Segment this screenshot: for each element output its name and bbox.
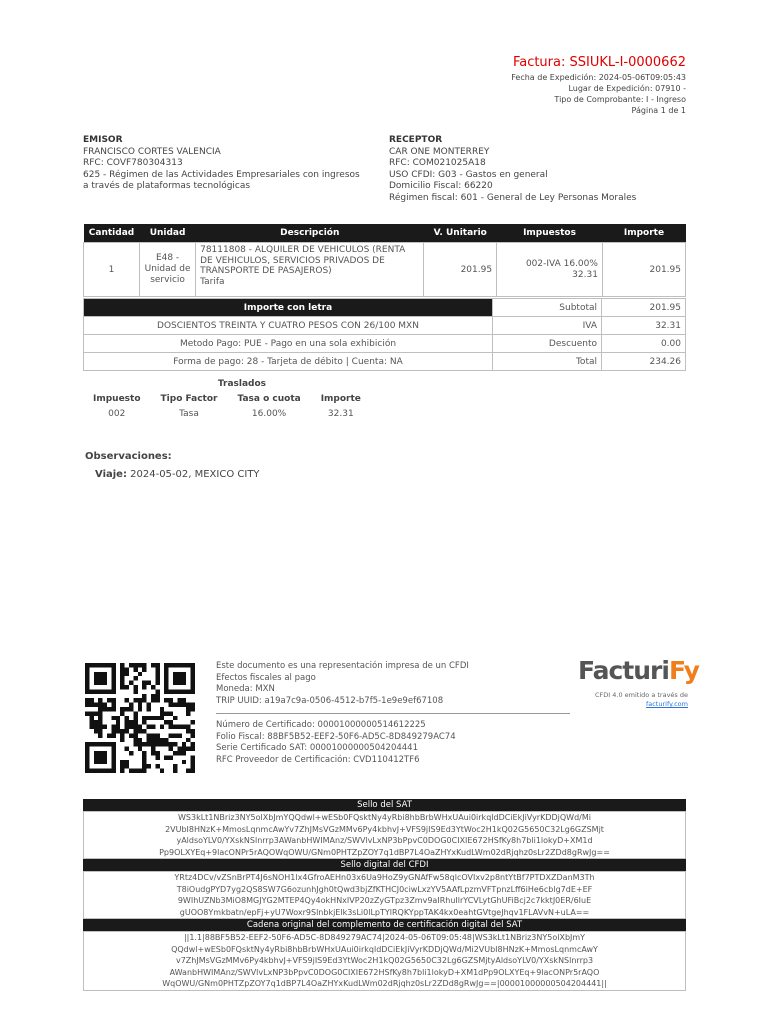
- brand-part-a: Facturi: [578, 656, 669, 685]
- original-chain-line: QQdwl+wESb0FQsktNy4yRbi8hbBrbWHxUAui0irkqldDCiEkJiVyrKDDjQWd/Mi2VUbI8HNzK+MmosLqnmcAwY: [171, 944, 598, 954]
- totals-row-iva: [84, 317, 686, 335]
- description-text: 78111808 - ALQUILER DE VEHICULOS (RENTA DE VEHICULOS, SERVICIOS PRIVADOS DE TRANSPORTE DE PASAJEROS): [200, 245, 406, 276]
- table-row: [83, 407, 371, 421]
- issuer-name: FRANCISCO CORTES VALENCIA: [83, 146, 221, 157]
- iva-value: 32.31: [602, 317, 686, 335]
- issue-date: Fecha de Expedición: 2024-05-06T09:05:43: [511, 73, 686, 82]
- facturify-link[interactable]: facturify.com: [645, 700, 688, 708]
- totals-row-subtotal: [84, 299, 686, 317]
- receiver-rfc: RFC: COM021025A18: [389, 158, 486, 168]
- cell-unitario: 201.95: [424, 243, 497, 297]
- cfdi-line-4: TRIP UUID: a19a7c9a-0506-4512-b7f5-1e9e9ef67108: [216, 695, 444, 706]
- cfdi-seal-title: Sello digital del CFDI: [83, 859, 686, 871]
- fiscal-folio: Folio Fiscal: 88BF5B52-EEF2-50F6-AD5C-8D849279AC74: [216, 731, 456, 742]
- cfdi-line-2: Efectos fiscales al pago: [216, 672, 316, 683]
- cfdi-seal-body: [83, 871, 686, 919]
- col-importe: Importe: [602, 224, 685, 243]
- issuer-regime: 625 - Régimen de las Actividades Empresariales con ingresos a través de plataformas tecnológicas: [83, 169, 360, 191]
- col-cantidad: Cantidad: [84, 224, 140, 243]
- payment-method: Metodo Pago: PUE - Pago en una sola exhibición: [84, 335, 493, 353]
- subtotal-value: 201.95: [602, 299, 686, 317]
- col-unidad: Unidad: [140, 224, 196, 243]
- original-chain-line: AWanbHWIMAnz/SWVlvLxNP3bPpvC0DOG0CIXIE672HSfKy8h7bli1lokyD+XM1dPp9OLXYEq+9lacONPr5rAQO: [169, 967, 600, 977]
- cfdi-line-3: Moneda: MXN: [216, 684, 275, 694]
- items-table: [83, 224, 686, 297]
- total-label: Total: [493, 353, 602, 371]
- receiver-block: [389, 135, 689, 204]
- tax-line-1: 002-IVA 16.00%: [525, 258, 598, 269]
- sat-seal-line: WS3kLt1NBriz3NY5olXbJmYQQdwl+wESb0FQsktNy4yRbi8hbBrbWHxUAui0irkqldDCiEkJiVyrKDDjQWd/Mi: [178, 813, 591, 822]
- receiver-heading: RECEPTOR: [389, 135, 443, 145]
- col-impuesto: Impuesto: [93, 394, 141, 404]
- sat-seal-body: [83, 811, 686, 859]
- observations-title: Observaciones:: [85, 451, 172, 462]
- sat-seal-title: Sello del SAT: [83, 799, 686, 811]
- cfdi-seal-line: YRtz4DCv/vZSnBrPT4J6sNOH1lx4GfroAEHn03x6Ua9HoZ9yGNAfFw58qlcOVIxv2p8ntYtBf7PTDXZDanM3Th: [174, 873, 595, 882]
- cell-importe: 201.95: [602, 243, 685, 297]
- seals-section: [83, 799, 686, 991]
- voucher-type: Tipo de Comprobante: I - Ingreso: [554, 95, 686, 104]
- sat-seal-line: yAldsoYLV0/YXskNSlnrrp3AWanbHWIMAnz/SWVlvLxNP3bPpvC0DOG0CIXIE672HSfKy8h7bli1lokyD+XM1d: [176, 836, 593, 845]
- items-header-row: [84, 224, 686, 243]
- receiver-regime: Régimen fiscal: 601 - General de Ley Personas Morales: [389, 192, 637, 203]
- amount-in-words: DOSCIENTOS TREINTA Y CUATRO PESOS CON 26/100 MXN: [84, 317, 493, 335]
- invoice-header: [286, 55, 686, 116]
- discount-label: Descuento: [493, 335, 602, 353]
- cfdi-seal-line: gUOO8Ymkbatn/epFj+yU7Woxr9SlnbkjElk3sLi0lLpTYlRQKYppTAK4kx0eahtGVtgeJhqv1FLAVvN+uLA==: [179, 907, 590, 917]
- cell-tasa: 16.00%: [251, 409, 287, 419]
- sat-seal-line: Pp9OLXYEq+9lacONPr5rAQOWqOWU/GNm0PHTZpZOY7q1dBP7L4OaZHYxKudLWm02dRjqhz0sLr2ZDd8gRwJg==: [159, 847, 610, 857]
- trip-label: Viaje:: [95, 469, 127, 480]
- cfdi-seal-line: 9WIhUZNb3MiO8MGJYG2MTEP4Qy4okHNxIVP20zZyGTpz3Zmv9aIRhuIlrYCVLytGhUFiBcj2c7kktJ0ER/6IuE: [177, 896, 592, 905]
- issuer-rfc: RFC: COVF780304313: [83, 158, 183, 168]
- original-chain-line: v7ZhJMsVGzMMv6Py4kbhvJ+VFS9jIS9Ed3YtWoc2H1kQ02G5650C32Lg6GZSMjtyAldsoYLV0/YXskNSlnrrp3: [175, 956, 594, 965]
- page-number: Página 1 de 1: [631, 106, 686, 115]
- total-value: 234.26: [602, 353, 686, 371]
- discount-value: 0.00: [602, 335, 686, 353]
- transfers-title-row: [83, 377, 371, 391]
- subtotal-label: Subtotal: [493, 299, 602, 317]
- description-sub: Tarifa: [200, 276, 225, 287]
- cell-importe-traslado: 32.31: [327, 409, 354, 419]
- original-chain-line: WqOWU/GNm0PHTZpZOY7q1dBP7L4OaZHYxKudLWm02dRjqhz0sLr2ZDd8gRwJg==|00001000000504204441||: [162, 979, 607, 988]
- divider: [216, 713, 570, 714]
- col-tasa: Tasa o cuota: [237, 394, 301, 404]
- original-chain-title: Cadena original del complemento de certificación digital del SAT: [83, 919, 686, 931]
- col-tipo-factor: Tipo Factor: [160, 394, 218, 404]
- brand-name: [578, 656, 699, 685]
- transfers-title: Traslados: [217, 379, 267, 389]
- col-impuestos: Impuestos: [497, 224, 603, 243]
- certificate-number: Número de Certificado: 00001000000514612225: [216, 720, 426, 730]
- iva-label: IVA: [493, 317, 602, 335]
- logo-caption: CFDI 4.0 emitido a través de: [594, 691, 688, 699]
- transfers-table: [83, 377, 371, 421]
- invoice-title: Factura: SSIUKL-I-0000662: [512, 55, 686, 70]
- payment-form: Forma de pago: 28 - Tarjeta de débito | Cuenta: NA: [84, 353, 493, 371]
- cell-tipo-factor: Tasa: [179, 409, 199, 419]
- table-row: [84, 243, 686, 297]
- cell-cantidad: 1: [84, 243, 140, 297]
- totals-row-total: [84, 353, 686, 371]
- col-unitario: V. Unitario: [424, 224, 497, 243]
- cfdi-info: [216, 661, 576, 766]
- cfdi-seal-line: T8iOudgPYD7yg2QS8SW7G6ozunhJgh0tQwd3bjZfKTHCJ0ciwLxzYV5AAfLpzmVFTpnzLff6iHe6cblg7dE+EF: [176, 884, 593, 894]
- cell-unidad: E48 - Unidad de servicio: [140, 243, 196, 297]
- cell-impuesto: 002: [108, 409, 126, 419]
- col-descripcion: Descripción: [196, 224, 424, 243]
- cell-descripcion: [196, 243, 424, 297]
- cfdi-line-1: Este documento es una representación impresa de un CFDI: [216, 661, 469, 671]
- sat-seal-line: 2VUbI8HNzK+MmosLqnmcAwYv7ZhJMsVGzMMv6Py4kbhvJ+VFS9jIS9Ed3YtWoc2H1kQ02G5650C32Lg6GZSMjt: [165, 824, 604, 834]
- tax-line-2: 32.31: [572, 269, 598, 280]
- totals-table: [83, 298, 686, 371]
- certification-provider-rfc: RFC Proveedor de Certificación: CVD110412TF6: [216, 754, 420, 765]
- issuer-heading: EMISOR: [83, 135, 123, 145]
- issuer-block: [83, 135, 368, 193]
- totals-row-descuento: [84, 335, 686, 353]
- qr-code-icon: [85, 663, 195, 773]
- receiver-name: CAR ONE MONTERREY: [389, 146, 490, 157]
- cell-impuestos: [497, 243, 603, 297]
- brand-part-b: Fy: [668, 656, 699, 685]
- observations: [85, 450, 260, 482]
- receiver-cfdi-use: USO CFDI: G03 - Gastos en general: [389, 169, 548, 180]
- facturify-logo: [578, 656, 699, 708]
- col-importe-traslado: Importe: [320, 394, 361, 404]
- trip-value: 2024-05-02, MEXICO CITY: [130, 469, 260, 480]
- original-chain-line: ||1.1|88BF5B52-EEF2-50F6-AD5C-8D849279AC74|2024-05-06T09:05:48|WS3kLt1NBriz3NY5olXbJmY: [183, 933, 586, 942]
- observations-trip: [85, 468, 260, 482]
- original-chain-body: [83, 931, 686, 991]
- issue-place: Lugar de Expedición: 07910 -: [568, 84, 686, 93]
- amount-in-words-label: Importe con letra: [84, 299, 493, 317]
- receiver-address: Domicilio Fiscal: 66220: [389, 181, 493, 191]
- sat-certificate-serial: Serie Certificado SAT: 00001000000504204441: [216, 743, 418, 753]
- transfers-header-row: [83, 391, 371, 407]
